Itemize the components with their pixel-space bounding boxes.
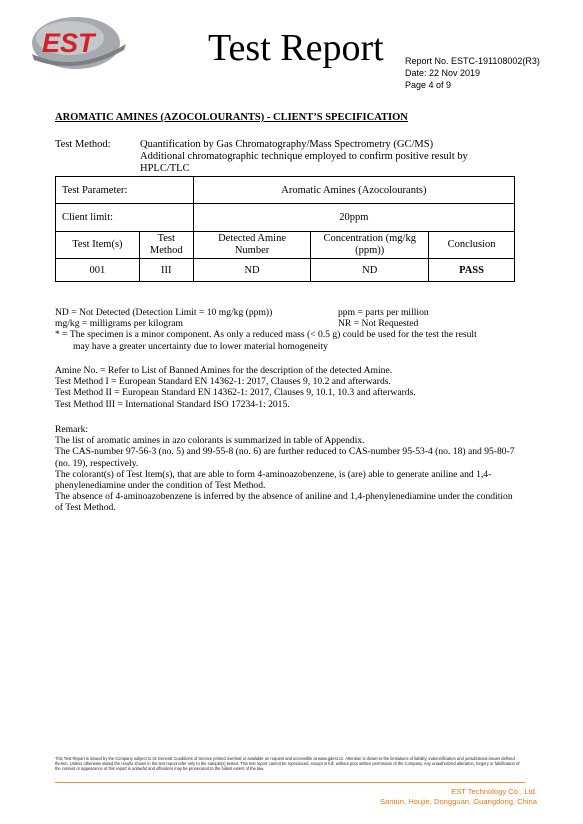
results-table (55, 176, 515, 282)
header-test-method: Test Method (139, 232, 193, 259)
cell-conclusion: PASS (429, 259, 515, 282)
test-parameter-value: Aromatic Amines (Azocolourants) (193, 177, 514, 204)
cell-test-item: 001 (56, 259, 140, 282)
test-method-line: HPLC/TLC (140, 163, 190, 174)
cell-test-method: III (139, 259, 193, 282)
remark-paragraph: The absence of 4-aminoazobenzene is inferred by the absence of aniline and 1,4-phenylenediamine under the condition of Test Method. (55, 491, 513, 514)
method-note: Test Method II = European Standard EN 14362-1: 2017, Clauses 9, 10.1, 10.3 and afterwards. (55, 387, 416, 399)
note-star-continued: may have a greater uncertainty due to lower material homogeneity (73, 340, 328, 352)
table-row (56, 259, 515, 282)
test-method-description (140, 139, 520, 175)
footer-divider (55, 782, 525, 783)
client-limit-row (56, 204, 515, 232)
remark-paragraph: The list of aromatic amines in azo colorants is summarized in table of Appendix. (55, 435, 365, 447)
remark-section (55, 424, 517, 514)
est-logo (26, 14, 130, 72)
client-limit-value: 20ppm (193, 204, 514, 232)
method-note: Test Method III = International Standard ISO 17234-1: 2015. (55, 398, 290, 410)
company-address: Santun, Houjie, Dongguan, Guangdong, China (379, 797, 537, 806)
test-method-line: Quantification by Gas Chromatography/Mass Spectrometry (GC/MS) (140, 139, 434, 150)
remark-paragraph: The colorant(s) of Test Item(s), that are able to form 4-aminoazobenzene, is (are) able to generate aniline and 1,4-phenylenediamine under the condition of Test Method. (55, 468, 492, 492)
header-detected-amine: Detected Amine Number (193, 232, 311, 259)
note-nd: ND = Not Detected (Detection Limit = 10 mg/kg (ppm)) (55, 307, 273, 318)
test-parameter-label: Test Parameter: (56, 177, 194, 204)
cell-detected-amine: ND (193, 259, 311, 282)
header-concentration: Concentration (mg/kg (ppm)) (311, 232, 429, 259)
logo-text: EST (42, 28, 95, 58)
method-note: Test Method I = European Standard EN 14362-1: 2017, Clauses 9, 10.2 and afterwards. (55, 376, 391, 388)
report-number: Report No. ESTC-191108002(R3) (405, 56, 540, 66)
test-method-line: Additional chromatographic technique employed to confirm positive result by (140, 151, 468, 162)
note-nr: NR = Not Requested (338, 318, 419, 330)
legal-disclaimer: This Test Report is issued by the Company subject to its General Conditions of Service printed overleaf or available on request and accessible at www.gdest.cn. Attention is drawn to the limitations of liability, indemnification and jurisdictional issues defined therein. Unless otherwise stated the results shown in the test report refer only to the sample(s) tested. This test report cannot be reproduced, except in full, without prior written permission of the Company. Any unauthorized alteration, forgery or falsification of the content or appearance of this report is unlawful and offenders may be prosecuted to the fullest extent of the law. (55, 756, 520, 771)
method-notes (55, 365, 525, 410)
note-star: * = The specimen is a minor component. As only a reduced mass (< 0.5 g) could be used for the test the result (55, 329, 477, 341)
abbreviation-notes (55, 307, 525, 352)
remark-paragraph: The CAS-number 97-56-3 (no. 5) and 99-55-8 (no. 6) are further reduced to CAS-number 95-53-4 (no. 18) and 95-80-7 (no. 19), respectively. (55, 446, 515, 469)
table-header-row (56, 232, 515, 259)
amine-note: Amine No. = Refer to List of Banned Amines for the description of the detected Amine. (55, 365, 393, 376)
section-heading: AROMATIC AMINES (AZOCOLOURANTS) - CLIENT’S SPECIFICATION (55, 112, 408, 123)
company-name: EST Technology Co., Ltd. (451, 787, 537, 796)
note-mgkg: mg/kg = milligrams per kilogram (55, 318, 183, 330)
page-number: Page 4 of 9 (405, 80, 452, 90)
footer-company (380, 787, 537, 807)
report-meta (405, 55, 540, 91)
cell-concentration: ND (311, 259, 429, 282)
test-method-label: Test Method: (55, 139, 111, 150)
report-date: Date: 22 Nov 2019 (405, 68, 481, 78)
report-title: Test Report (208, 27, 384, 69)
test-parameter-row (56, 177, 515, 204)
client-limit-label: Client limit: (56, 204, 194, 232)
note-ppm: ppm = parts per million (338, 307, 429, 318)
header-test-item: Test Item(s) (56, 232, 140, 259)
remark-title: Remark: (55, 424, 89, 435)
header-conclusion: Conclusion (429, 232, 515, 259)
